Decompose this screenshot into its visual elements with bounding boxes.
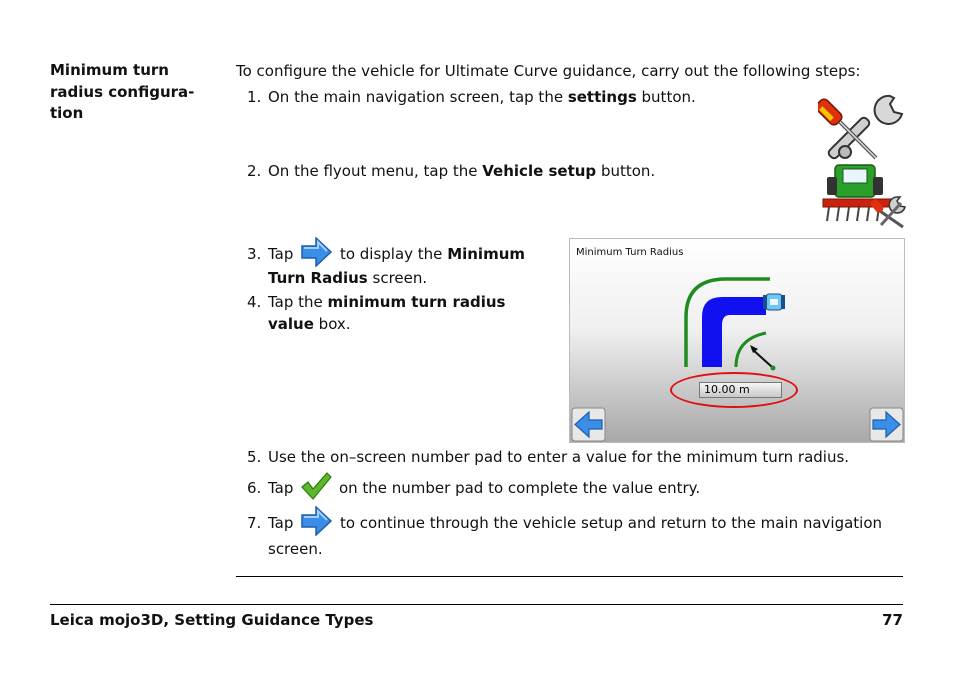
step-number: 1. <box>247 88 262 106</box>
step-text: screen. <box>268 540 323 558</box>
step-number: 4. <box>247 293 262 311</box>
step-bold: Turn Radius <box>268 269 368 287</box>
heading-line-1: Minimum turn <box>50 61 169 79</box>
settings-tools-icon <box>818 90 906 160</box>
step-number: 7. <box>247 514 262 532</box>
back-arrow-icon[interactable] <box>571 407 606 442</box>
turn-radius-diagram <box>570 239 905 443</box>
step-text: Use the on–screen number pad to enter a value for the minimum turn radius. <box>268 448 850 466</box>
step-number: 2. <box>247 162 262 180</box>
footer-divider <box>50 604 903 605</box>
step-text: screen. <box>367 269 428 287</box>
step-bold: settings <box>567 88 637 106</box>
step-bold: minimum turn radius <box>327 293 506 311</box>
step-4-line-2 <box>268 314 351 334</box>
step-text: button. <box>596 162 656 180</box>
screen-title: Minimum Turn Radius <box>576 247 684 258</box>
minimum-turn-radius-value-box[interactable]: 10.00 m <box>699 382 782 398</box>
next-arrow-icon <box>300 506 333 536</box>
step-number: 3. <box>247 245 262 263</box>
step-text: to continue through the vehicle setup and return to the main navigation <box>335 514 883 532</box>
step-bold: Vehicle setup <box>482 162 597 180</box>
intro-text: To configure the vehicle for Ultimate Curve guidance, carry out the following steps: <box>236 62 861 80</box>
step-bold: Minimum <box>447 245 526 263</box>
heading-line-3: tion <box>50 104 84 122</box>
step-6 <box>247 475 700 501</box>
step-text: On the main navigation screen, tap the <box>268 88 568 106</box>
step-text: button. <box>636 88 696 106</box>
step-text: on the number pad to complete the value entry. <box>334 479 701 497</box>
step-text: Tap <box>268 479 299 497</box>
vehicle-setup-icon <box>821 163 907 229</box>
step-text: Tap <box>268 514 299 532</box>
step-7 <box>247 510 882 536</box>
step-text: Tap <box>268 245 299 263</box>
step-number: 6. <box>247 479 262 497</box>
step-5 <box>247 447 849 467</box>
step-3-line-2 <box>268 268 427 288</box>
highlight-oval <box>670 372 798 408</box>
section-divider <box>236 576 903 577</box>
footer-title: Leica mojo3D, Setting Guidance Types <box>50 611 374 629</box>
checkmark-icon <box>300 471 332 501</box>
section-heading <box>50 60 210 125</box>
step-text: to display the <box>335 245 448 263</box>
step-text: box. <box>313 315 351 333</box>
minimum-turn-radius-screenshot <box>569 238 905 443</box>
step-4 <box>247 292 505 312</box>
step-3 <box>247 241 525 267</box>
step-7-line-2 <box>268 539 323 559</box>
step-1 <box>247 87 696 107</box>
step-bold: value <box>268 315 314 333</box>
next-arrow-icon <box>300 237 333 267</box>
next-arrow-icon[interactable] <box>869 407 904 442</box>
heading-line-2: radius configura- <box>50 82 195 101</box>
page-number: 77 <box>882 611 903 629</box>
step-2 <box>247 161 655 181</box>
step-text: On the flyout menu, tap the <box>268 162 483 180</box>
step-text: Tap the <box>268 293 328 311</box>
step-number: 5. <box>247 448 262 466</box>
